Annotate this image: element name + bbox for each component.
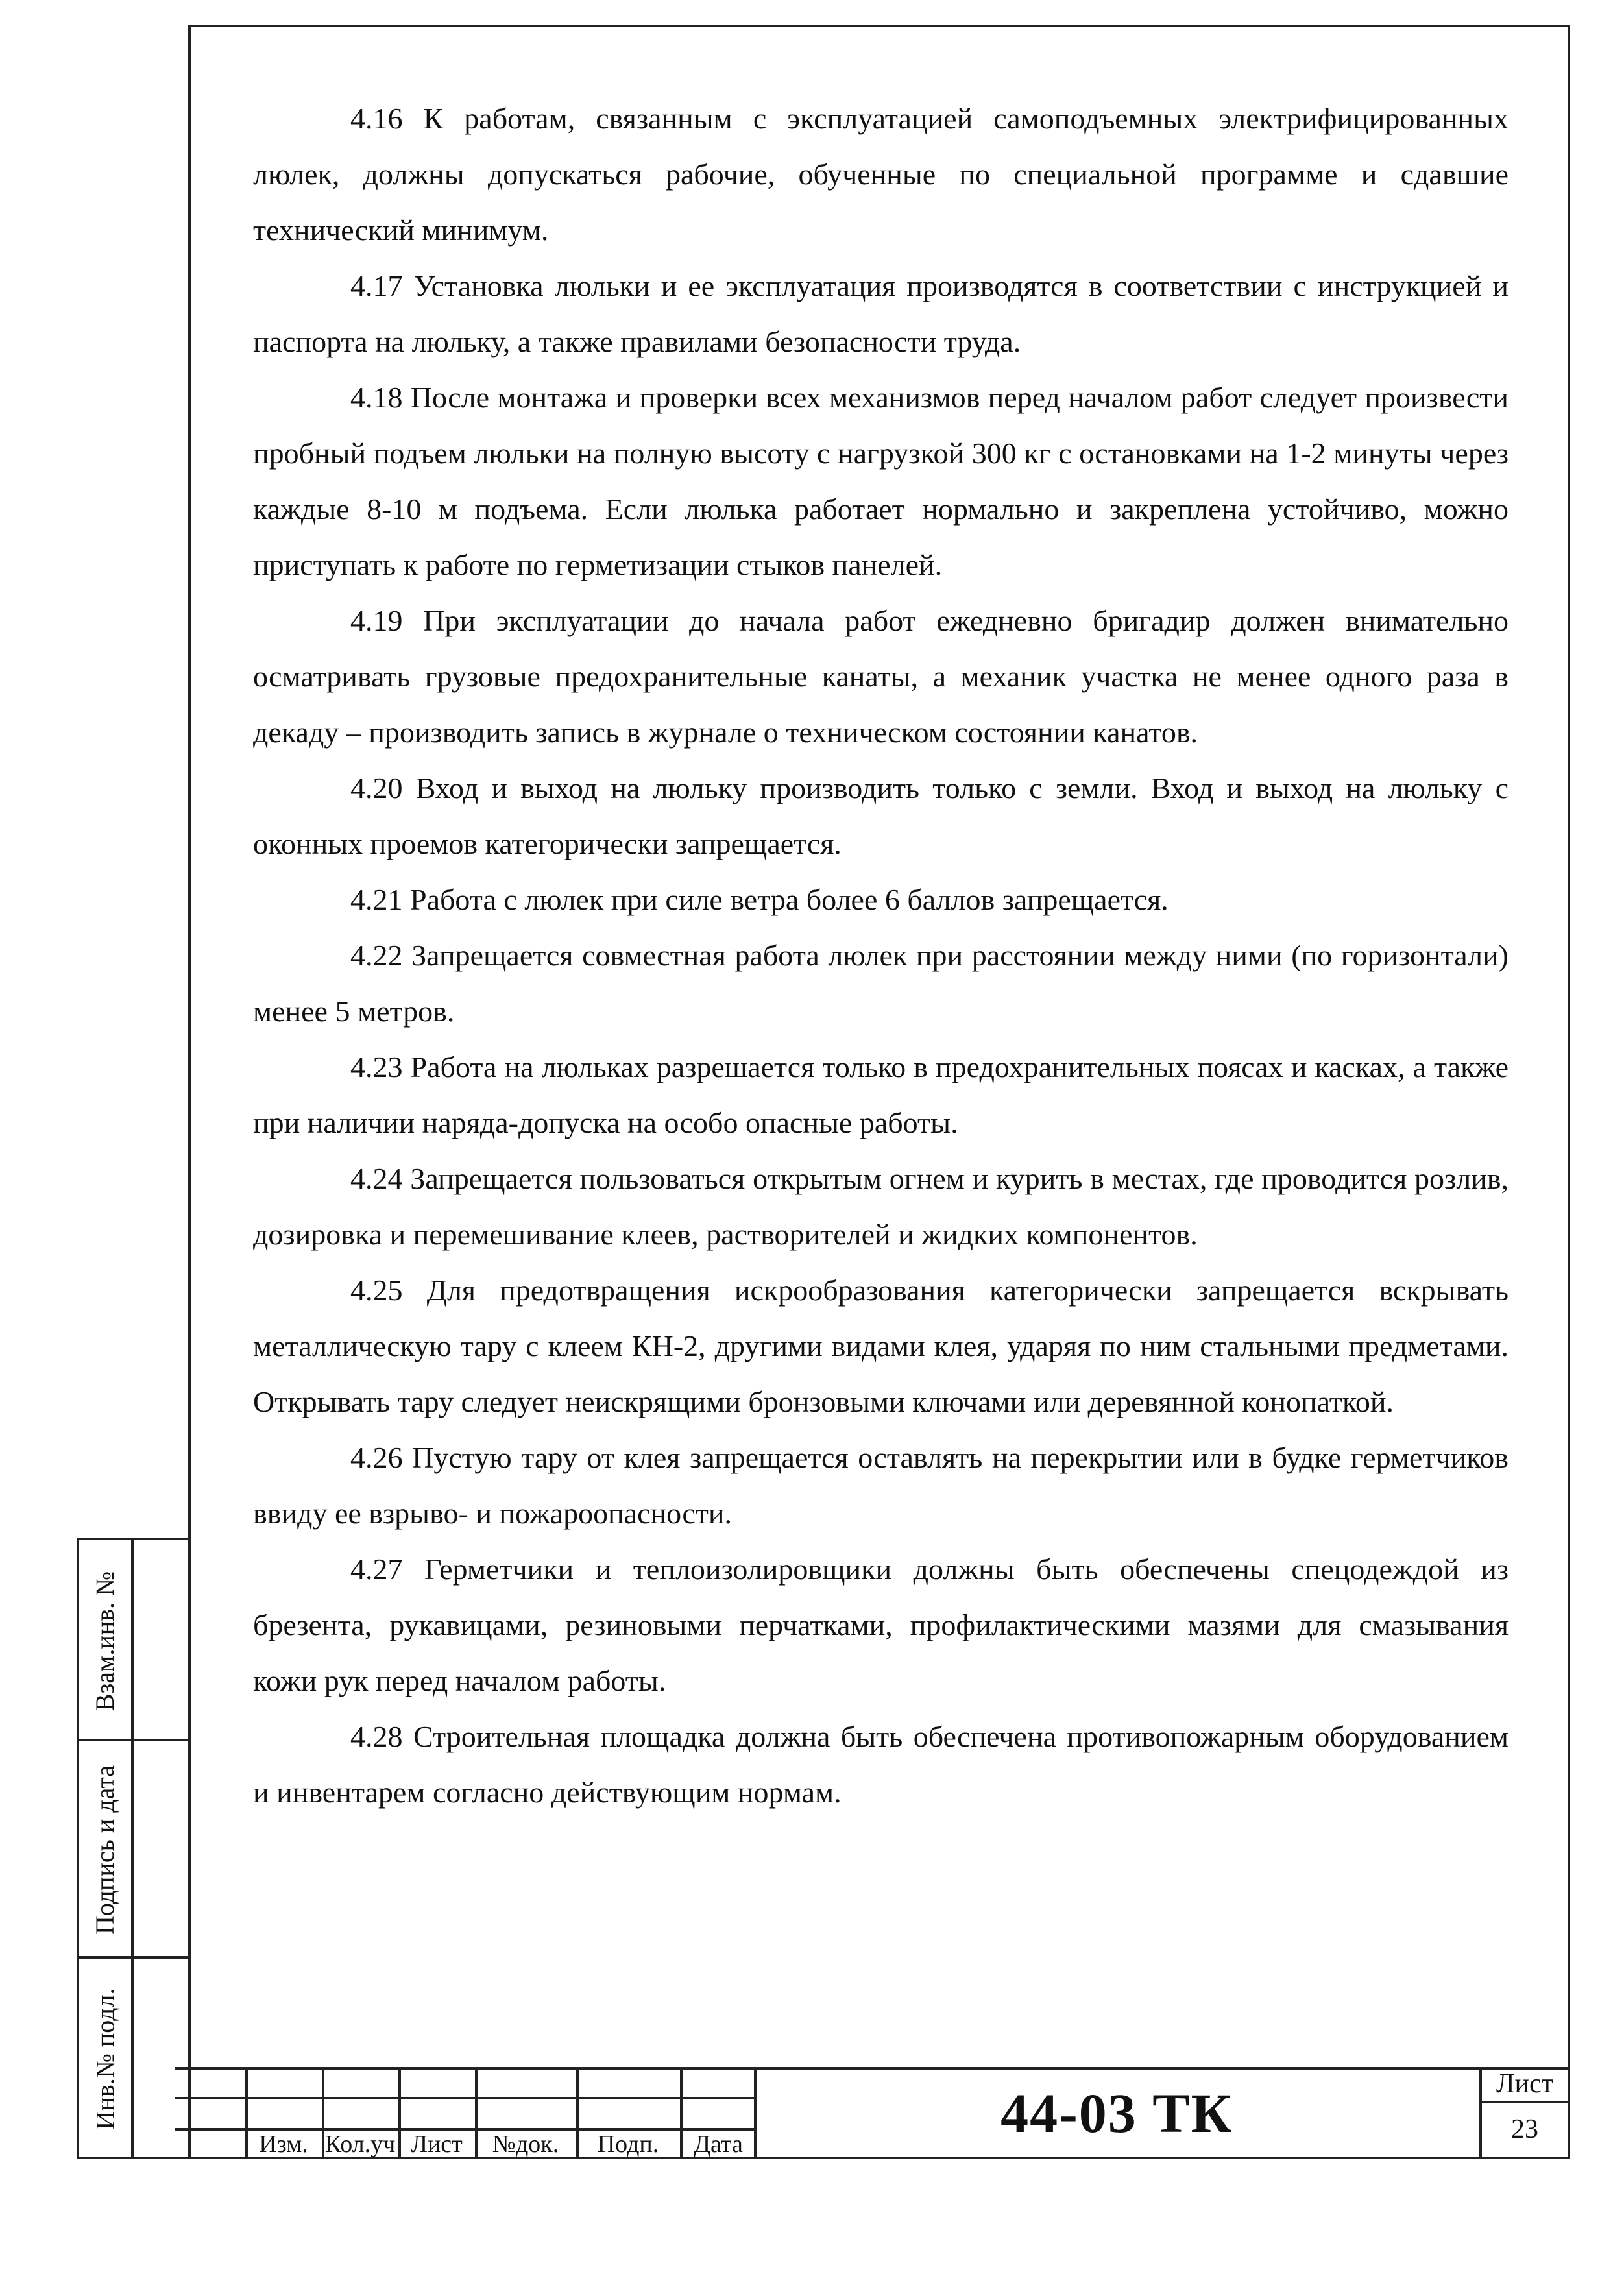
col-label-date: Дата	[694, 2131, 743, 2158]
paragraph-4-19: 4.19 При эксплуатации до начала работ ежедневно бригадир должен внимательно осматривать грузовые предохранительные канаты, а механик участка не менее одного раза в декаду – производить запись в журнале о техническом состоянии канатов.	[253, 604, 1509, 749]
paragraph-4-24: 4.24 Запрещается пользоваться открытым огнем и курить в местах, где проводится розлив, дозировка и перемешивание клеев, растворителей и жидких компонентов.	[253, 1162, 1509, 1251]
document-code: 44-03 ТК	[1000, 2082, 1233, 2144]
paragraph-4-23: 4.23 Работа на люльках разрешается только в предохранительных поясах и касках, а также при наличии наряда-допуска на особо опасные работы.	[253, 1050, 1509, 1139]
revision-grid	[175, 2067, 743, 2159]
paragraph-4-26: 4.26 Пустую тару от клея запрещается оставлять на перекрытии или в будке герметчиков ввиду ее взрыво- и пожароопасности.	[253, 1441, 1509, 1530]
col-label-sheet: Лист	[411, 2131, 463, 2158]
sheet-number: 23	[1511, 2114, 1538, 2144]
col-label-count: Кол.уч	[324, 2131, 396, 2158]
paragraph-4-17: 4.17 Установка люльки и ее эксплуатация производятся в соответствии с инструкцией и паспорта на люльку, а также правилами безопасности труда.	[253, 269, 1509, 358]
side-label-signature-date: Подпись и дата	[90, 1765, 120, 1935]
col-label-doc-number: №док.	[492, 2131, 559, 2158]
paragraph-4-27: 4.27 Герметчики и теплоизолировщики должны быть обеспечены спецодеждой из брезента, рукавицами, резиновыми перчатками, профилактическими мазями для смазывания кожи рук перед началом работы.	[253, 1553, 1509, 1697]
document-body	[253, 91, 1509, 1820]
title-block	[175, 2067, 1570, 2159]
paragraph-4-25: 4.25 Для предотвращения искрообразования категорически запрещается вскрывать металлическую тару с клеем КН-2, другими видами клея, ударяя по ним стальными предметами. Открывать тару следует неискрящими бронзовыми ключами или деревянной конопаткой.	[253, 1274, 1509, 1418]
paragraph-4-16: 4.16 К работам, связанным с эксплуатацией самоподъемных электрифицированных люлек, должны допускаться рабочие, обученные по специальной программе и сдавшие технический минимум.	[253, 102, 1509, 247]
sheet-number-box	[1479, 2067, 1570, 2159]
side-label-original-inv: Инв.№ подл.	[90, 1988, 120, 2130]
paragraph-4-22: 4.22 Запрещается совместная работа люлек при расстоянии между ними (по горизонтали) менее 5 метров.	[253, 939, 1509, 1028]
paragraph-4-21: 4.21 Работа с люлек при силе ветра более 6 баллов запрещается.	[350, 883, 1169, 916]
paragraph-4-20: 4.20 Вход и выход на люльку производить только с земли. Вход и выход на люльку с оконных проемов категорически запрещается.	[253, 771, 1509, 860]
paragraph-4-18: 4.18 После монтажа и проверки всех механизмов перед началом работ следует произвести пробный подъем люльки на полную высоту с нагрузкой 300 кг с остановками на 1-2 минуты через каждые 8-10 м подъема. Если люлька работает нормально и закреплена устойчиво, можно приступать к работе по герметизации стыков панелей.	[253, 381, 1509, 581]
side-label-replacement-inv: Взам.инв. №	[90, 1571, 120, 1711]
side-binding-block	[77, 1538, 191, 2159]
col-label-signature: Подп.	[597, 2131, 659, 2158]
paragraph-4-28: 4.28 Строительная площадка должна быть обеспечена противопожарным оборудованием и инвентарем согласно действующим нормам.	[253, 1720, 1509, 1809]
sheet-label: Лист	[1496, 2069, 1553, 2099]
col-label-change: Изм.	[259, 2131, 308, 2158]
